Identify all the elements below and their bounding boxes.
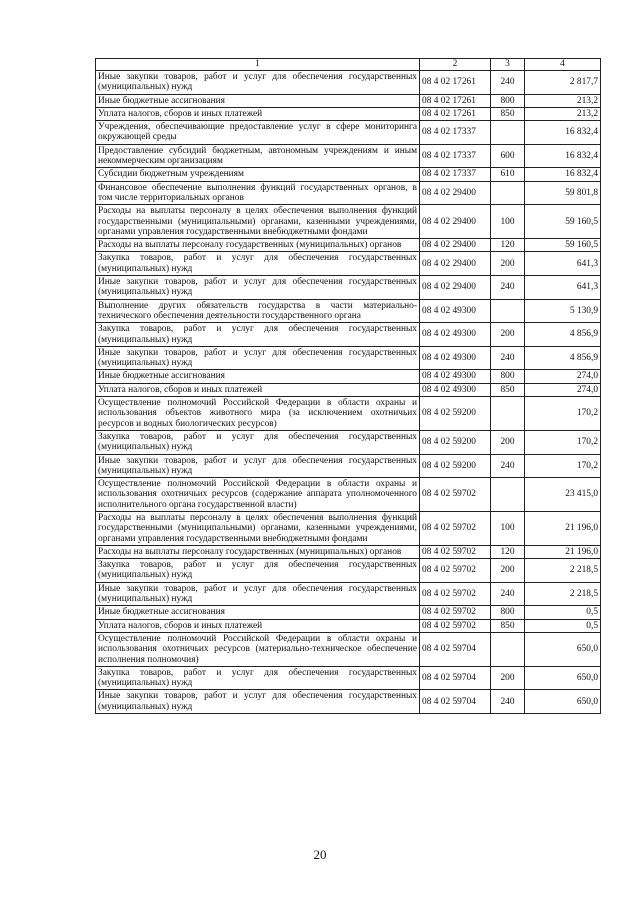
row-expense-type-cell: 100 xyxy=(491,511,525,545)
row-sum-cell: 641,3 xyxy=(525,252,601,276)
row-code-cell: 08 4 02 29400 xyxy=(420,276,491,300)
table-row xyxy=(96,252,601,276)
header-col-1: 1 xyxy=(96,59,420,71)
row-sum-cell: 213,2 xyxy=(525,107,601,120)
row-sum-cell: 2 817,7 xyxy=(525,71,601,95)
header-col-4: 4 xyxy=(525,59,601,71)
header-col-3: 3 xyxy=(491,59,525,71)
row-sum-cell: 59 160,5 xyxy=(525,205,601,239)
row-name-cell: Иные закупки товаров, работ и услуг для обеспечения государственных (муниципальных) нужд xyxy=(96,346,420,370)
row-sum-cell: 0,5 xyxy=(525,606,601,619)
table-row xyxy=(96,545,601,558)
row-sum-cell: 641,3 xyxy=(525,276,601,300)
row-expense-type-cell: 240 xyxy=(491,690,525,714)
row-code-cell: 08 4 02 29400 xyxy=(420,205,491,239)
row-expense-type-cell: 240 xyxy=(491,582,525,606)
row-sum-cell: 2 218,5 xyxy=(525,582,601,606)
row-name-cell: Закупка товаров, работ и услуг для обеспечения государственных (муниципальных) нужд xyxy=(96,252,420,276)
row-expense-type-cell: 240 xyxy=(491,276,525,300)
row-expense-type-cell: 850 xyxy=(491,383,525,396)
row-expense-type-cell: 100 xyxy=(491,205,525,239)
row-expense-type-cell xyxy=(491,397,525,431)
row-code-cell: 08 4 02 17261 xyxy=(420,107,491,120)
row-expense-type-cell: 850 xyxy=(491,619,525,632)
table-row xyxy=(96,299,601,323)
row-code-cell: 08 4 02 17261 xyxy=(420,94,491,107)
row-code-cell: 08 4 02 29400 xyxy=(420,252,491,276)
table-row xyxy=(96,383,601,396)
row-expense-type-cell: 120 xyxy=(491,239,525,252)
row-expense-type-cell: 850 xyxy=(491,107,525,120)
row-expense-type-cell xyxy=(491,632,525,666)
row-expense-type-cell: 200 xyxy=(491,666,525,690)
table-row xyxy=(96,121,601,145)
row-sum-cell: 59 801,8 xyxy=(525,181,601,205)
row-name-cell: Финансовое обеспечение выполнения функций государственных органов, в том числе территориальных органов xyxy=(96,181,420,205)
row-sum-cell: 274,0 xyxy=(525,383,601,396)
table-row xyxy=(96,690,601,714)
table-row xyxy=(96,397,601,431)
table-row xyxy=(96,94,601,107)
row-code-cell: 08 4 02 59200 xyxy=(420,397,491,431)
table-row xyxy=(96,666,601,690)
table-row xyxy=(96,107,601,120)
row-expense-type-cell: 200 xyxy=(491,252,525,276)
row-name-cell: Предоставление субсидий бюджетным, автономным учреждениям и иным некоммерческим организациям xyxy=(96,144,420,168)
row-sum-cell: 0,5 xyxy=(525,619,601,632)
row-sum-cell: 4 856,9 xyxy=(525,323,601,347)
table-row xyxy=(96,205,601,239)
row-sum-cell: 170,2 xyxy=(525,430,601,454)
table-row xyxy=(96,619,601,632)
row-sum-cell: 170,2 xyxy=(525,397,601,431)
row-expense-type-cell: 600 xyxy=(491,144,525,168)
row-code-cell: 08 4 02 17261 xyxy=(420,71,491,95)
row-code-cell: 08 4 02 29400 xyxy=(420,239,491,252)
row-code-cell: 08 4 02 59704 xyxy=(420,632,491,666)
row-sum-cell: 16 832,4 xyxy=(525,168,601,181)
row-name-cell: Расходы на выплаты персоналу в целях обеспечения выполнения функций государственными (муниципальными) органами, казенными учреждениями, органами управления государственными внебюджетными фондами xyxy=(96,205,420,239)
row-name-cell: Иные бюджетные ассигнования xyxy=(96,370,420,383)
row-code-cell: 08 4 02 59702 xyxy=(420,606,491,619)
table-row xyxy=(96,632,601,666)
row-name-cell: Иные закупки товаров, работ и услуг для обеспечения государственных (муниципальных) нужд xyxy=(96,582,420,606)
table-row xyxy=(96,144,601,168)
row-sum-cell: 21 196,0 xyxy=(525,545,601,558)
row-code-cell: 08 4 02 49300 xyxy=(420,383,491,396)
row-code-cell: 08 4 02 17337 xyxy=(420,144,491,168)
row-code-cell: 08 4 02 49300 xyxy=(420,323,491,347)
budget-table xyxy=(95,58,601,714)
table-row xyxy=(96,239,601,252)
row-name-cell: Расходы на выплаты персоналу в целях обеспечения выполнения функций государственными (муниципальными) органами, казенными учреждениями, органами управления государственными внебюджетными фондами xyxy=(96,511,420,545)
row-sum-cell: 21 196,0 xyxy=(525,511,601,545)
table-row xyxy=(96,454,601,478)
row-name-cell: Иные закупки товаров, работ и услуг для обеспечения государственных (муниципальных) нужд xyxy=(96,71,420,95)
row-code-cell: 08 4 02 49300 xyxy=(420,346,491,370)
table-row xyxy=(96,168,601,181)
row-name-cell: Иные закупки товаров, работ и услуг для обеспечения государственных (муниципальных) нужд xyxy=(96,454,420,478)
row-expense-type-cell xyxy=(491,181,525,205)
row-code-cell: 08 4 02 59702 xyxy=(420,511,491,545)
row-sum-cell: 16 832,4 xyxy=(525,121,601,145)
table-row xyxy=(96,71,601,95)
row-expense-type-cell: 240 xyxy=(491,454,525,478)
table-row xyxy=(96,582,601,606)
row-name-cell: Осуществление полномочий Российской Федерации в области охраны и использования охотничьих ресурсов (содержание аппарата уполномоченного исполнительного органа государственной власти) xyxy=(96,478,420,512)
row-code-cell: 08 4 02 59702 xyxy=(420,545,491,558)
row-name-cell: Иные закупки товаров, работ и услуг для обеспечения государственных (муниципальных) нужд xyxy=(96,276,420,300)
row-sum-cell: 4 856,9 xyxy=(525,346,601,370)
row-name-cell: Иные бюджетные ассигнования xyxy=(96,94,420,107)
row-name-cell: Иные закупки товаров, работ и услуг для обеспечения государственных (муниципальных) нужд xyxy=(96,690,420,714)
row-code-cell: 08 4 02 59702 xyxy=(420,582,491,606)
row-code-cell: 08 4 02 49300 xyxy=(420,299,491,323)
row-name-cell: Субсидии бюджетным учреждениям xyxy=(96,168,420,181)
row-name-cell: Иные бюджетные ассигнования xyxy=(96,606,420,619)
row-expense-type-cell xyxy=(491,299,525,323)
row-name-cell: Закупка товаров, работ и услуг для обеспечения государственных (муниципальных) нужд xyxy=(96,430,420,454)
row-sum-cell: 650,0 xyxy=(525,666,601,690)
row-sum-cell: 650,0 xyxy=(525,690,601,714)
table-row xyxy=(96,511,601,545)
row-sum-cell: 650,0 xyxy=(525,632,601,666)
table-row xyxy=(96,606,601,619)
row-code-cell: 08 4 02 59200 xyxy=(420,430,491,454)
header-col-2: 2 xyxy=(420,59,491,71)
row-sum-cell: 16 832,4 xyxy=(525,144,601,168)
row-code-cell: 08 4 02 59702 xyxy=(420,619,491,632)
row-name-cell: Уплата налогов, сборов и иных платежей xyxy=(96,383,420,396)
table-row xyxy=(96,323,601,347)
row-name-cell: Уплата налогов, сборов и иных платежей xyxy=(96,107,420,120)
row-expense-type-cell: 800 xyxy=(491,606,525,619)
row-name-cell: Закупка товаров, работ и услуг для обеспечения государственных (муниципальных) нужд xyxy=(96,559,420,583)
table-row xyxy=(96,430,601,454)
row-sum-cell: 213,2 xyxy=(525,94,601,107)
row-expense-type-cell: 800 xyxy=(491,94,525,107)
row-expense-type-cell: 120 xyxy=(491,545,525,558)
row-name-cell: Расходы на выплаты персоналу государственных (муниципальных) органов xyxy=(96,545,420,558)
row-name-cell: Закупка товаров, работ и услуг для обеспечения государственных (муниципальных) нужд xyxy=(96,666,420,690)
row-expense-type-cell: 240 xyxy=(491,71,525,95)
row-code-cell: 08 4 02 17337 xyxy=(420,121,491,145)
row-name-cell: Расходы на выплаты персоналу государственных (муниципальных) органов xyxy=(96,239,420,252)
row-code-cell: 08 4 02 17337 xyxy=(420,168,491,181)
row-expense-type-cell xyxy=(491,121,525,145)
row-code-cell: 08 4 02 59704 xyxy=(420,690,491,714)
row-sum-cell: 2 218,5 xyxy=(525,559,601,583)
page-number: 20 xyxy=(313,847,327,862)
row-code-cell: 08 4 02 59704 xyxy=(420,666,491,690)
row-expense-type-cell xyxy=(491,478,525,512)
row-sum-cell: 23 415,0 xyxy=(525,478,601,512)
row-expense-type-cell: 200 xyxy=(491,323,525,347)
row-name-cell: Выполнение других обязательств государства в части материально-технического обеспечения деятельности государственного органа xyxy=(96,299,420,323)
row-sum-cell: 274,0 xyxy=(525,370,601,383)
table-body xyxy=(96,71,601,714)
table-row xyxy=(96,276,601,300)
row-name-cell: Осуществление полномочий Российской Федерации в области охраны и использования охотничьих ресурсов (материально-техническое обеспечение исполнения полномочия) xyxy=(96,632,420,666)
table-row xyxy=(96,181,601,205)
table-row xyxy=(96,370,601,383)
row-sum-cell: 5 130,9 xyxy=(525,299,601,323)
row-sum-cell: 170,2 xyxy=(525,454,601,478)
row-expense-type-cell: 200 xyxy=(491,430,525,454)
row-expense-type-cell: 240 xyxy=(491,346,525,370)
row-code-cell: 08 4 02 59200 xyxy=(420,454,491,478)
header-row xyxy=(96,59,601,71)
row-expense-type-cell: 800 xyxy=(491,370,525,383)
row-code-cell: 08 4 02 59702 xyxy=(420,559,491,583)
row-name-cell: Учреждения, обеспечивающие предоставление услуг в сфере мониторинга окружающей среды xyxy=(96,121,420,145)
table-row xyxy=(96,559,601,583)
row-code-cell: 08 4 02 29400 xyxy=(420,181,491,205)
row-code-cell: 08 4 02 59702 xyxy=(420,478,491,512)
row-name-cell: Уплата налогов, сборов и иных платежей xyxy=(96,619,420,632)
row-code-cell: 08 4 02 49300 xyxy=(420,370,491,383)
row-expense-type-cell: 200 xyxy=(491,559,525,583)
row-expense-type-cell: 610 xyxy=(491,168,525,181)
row-sum-cell: 59 160,5 xyxy=(525,239,601,252)
row-name-cell: Закупка товаров, работ и услуг для обеспечения государственных (муниципальных) нужд xyxy=(96,323,420,347)
table-row xyxy=(96,346,601,370)
table-row xyxy=(96,478,601,512)
row-name-cell: Осуществление полномочий Российской Федерации в области охраны и использования объектов животного мира (за исключением охотничьих ресурсов и водных биологических ресурсов) xyxy=(96,397,420,431)
